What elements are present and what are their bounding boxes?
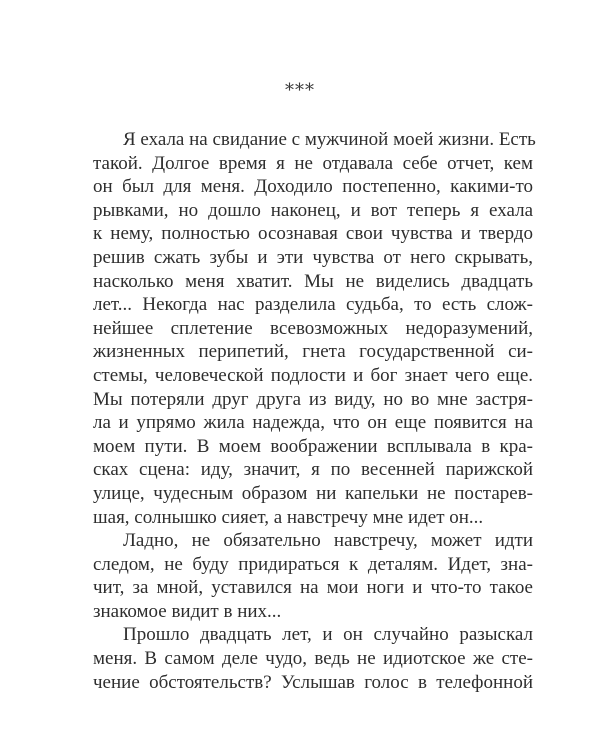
text-line: моем пути. В моем воображении всплывала в кра- [93, 435, 533, 457]
text-line: такой. Долгое время я не отдавала себе отчет, кем [93, 152, 533, 174]
text-line: Мы потеряли друг друга из виду, но во мне застря- [93, 388, 533, 410]
text-line: насколько меня хватит. Мы не виделись двадцать [93, 270, 533, 292]
text-line: к нему, полностью осознавая свои чувства и твердо [93, 223, 533, 245]
text-line: Прошло двадцать лет, и он случайно разыскал [123, 624, 533, 646]
text-line: шая, солнышко сияет, а навстречу мне идет он... [93, 506, 484, 528]
text-line: Я ехала на свидание с мужчиной моей жизни. Есть [123, 129, 536, 150]
text-line: нейшее сплетение всевозможных недоразумений, [93, 317, 533, 339]
text-line: жизненных перипетий, гнета государственной си- [93, 341, 533, 363]
text-line: чит, за мной, уставился на мои ноги и что-то такое [93, 577, 533, 599]
text-line: он был для меня. Доходило постепенно, какими-то [93, 176, 533, 198]
body-text [93, 128, 536, 694]
text-line: знакомое видит в них... [93, 600, 282, 622]
text-line: следом, не буду придираться к деталям. Идет, зна- [93, 553, 533, 575]
text-line: ла и упрямо жила надежда, что он еще появится на [93, 412, 533, 434]
text-line: чение обстоятельств? Услышав голос в телефонной [93, 671, 533, 693]
text-line: лет... Некогда нас разделила судьба, то есть слож- [93, 294, 533, 316]
text-line: рывками, но дошло наконец, и вот теперь я ехала [93, 199, 533, 221]
text-line: Ладно, не обязательно навстречу, может идти [123, 530, 533, 552]
text-line: меня. В самом деле чудо, ведь не идиотское же сте- [93, 648, 533, 670]
text-line: улице, чудесным образом ни капельки не постарев- [93, 482, 533, 504]
section-separator: *** [285, 80, 315, 101]
text-line: стемы, человеческой подлости и бог знает чего еще. [93, 364, 533, 386]
text-line: решив сжать зубы и эти чувства от него скрывать, [93, 246, 533, 268]
text-line: сках сцена: иду, значит, я по весенней парижской [93, 459, 533, 481]
